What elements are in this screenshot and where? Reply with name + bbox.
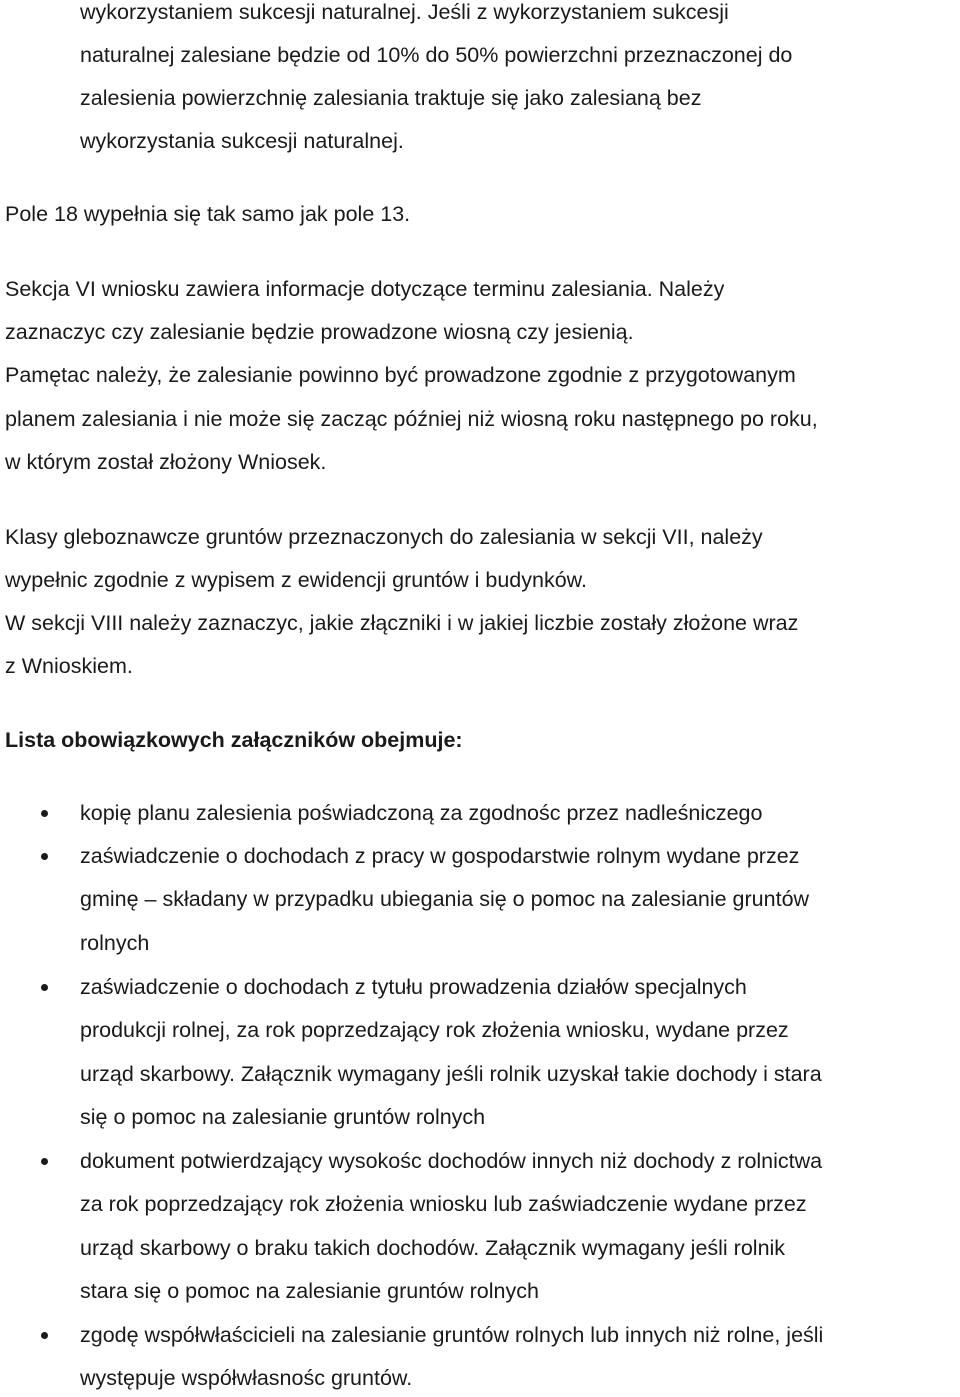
attachment-item-3-line-2: produkcji rolnej, za rok poprzedzający rok złożenia wniosku, wydane przez — [80, 1018, 789, 1042]
attachment-item-4-line-1: dokument potwierdzający wysokośc dochodów innych niż dochody z rolnictwa — [80, 1149, 823, 1173]
attachment-item-1-line-1: kopię planu zalesienia poświadczoną za zgodnośc przez nadleśniczego — [80, 801, 763, 825]
bullet-icon — [41, 810, 48, 817]
sekcja7-line-2: wypełnic zgodnie z wypisem z ewidencji gruntów i budynków. — [5, 568, 587, 592]
pole18-text: Pole 18 wypełnia się tak samo jak pole 13. — [5, 202, 411, 226]
sekcja6-line-2: zaznaczyc czy zalesianie będzie prowadzone wiosną czy jesienią. — [5, 320, 634, 344]
sekcja6-line-4: planem zalesiania i nie może się zacząc później niż wiosną roku następnego po roku, — [5, 407, 818, 431]
attachment-item-4-line-4: stara się o pomoc na zalesianie gruntów rolnych — [80, 1279, 539, 1303]
attachment-item-2-line-3: rolnych — [80, 931, 150, 955]
intro-line-4: wykorzystania sukcesji naturalnej. — [80, 129, 404, 153]
sekcja7-line-1: Klasy gleboznawcze gruntów przeznaczonych do zalesiania w sekcji VII, należy — [5, 525, 763, 549]
attachment-item-4-line-3: urząd skarbowy o braku takich dochodów. Załącznik wymagany jeśli rolnik — [80, 1236, 786, 1260]
bullet-icon — [41, 984, 48, 991]
attachment-item-2-line-2: gminę – składany w przypadku ubiegania się o pomoc na zalesianie gruntów — [80, 887, 810, 911]
intro-line-3: zalesienia powierzchnię zalesiania traktuje się jako zalesianą bez — [80, 86, 702, 110]
sekcja8-line-1: W sekcji VIII należy zaznaczyc, jakie złączniki i w jakiej liczbie zostały złożone wraz — [5, 611, 799, 635]
sekcja6-line-1: Sekcja VI wniosku zawiera informacje dotyczące terminu zalesiania. Należy — [5, 277, 725, 301]
attachment-item-4-line-2: za rok poprzedzający rok złożenia wniosku lub zaświadczenie wydane przez — [80, 1192, 807, 1216]
sekcja6-line-5: w którym został złożony Wniosek. — [5, 450, 327, 474]
bullet-icon — [41, 1158, 48, 1165]
attachment-item-3-line-1: zaświadczenie o dochodach z tytułu prowadzenia działów specjalnych — [80, 975, 747, 999]
sekcja6-line-3: Pamętac należy, że zalesianie powinno być prowadzone zgodnie z przygotowanym — [5, 363, 796, 387]
bullet-icon — [41, 1332, 48, 1339]
attachment-item-5-line-1: zgodę współwłaścicieli na zalesianie gruntów rolnych lub innych niż rolne, jeśli — [80, 1323, 824, 1347]
intro-line-1: wykorzystaniem sukcesji naturalnej. Jeśli z wykorzystaniem sukcesji — [80, 0, 729, 24]
bullet-icon — [41, 853, 48, 860]
attachment-item-5-line-2: występuje współwłasnośc gruntów. — [80, 1366, 413, 1390]
intro-line-2: naturalnej zalesiane będzie od 10% do 50% powierzchni przeznaczonej do — [80, 43, 793, 67]
attachment-item-3-line-4: się o pomoc na zalesianie gruntów rolnych — [80, 1105, 486, 1129]
attachments-heading: Lista obowiązkowych załączników obejmuje: — [5, 728, 463, 752]
attachment-item-3-line-3: urząd skarbowy. Załącznik wymagany jeśli rolnik uzyskał takie dochody i stara — [80, 1062, 822, 1086]
sekcja8-line-2: z Wnioskiem. — [5, 654, 133, 678]
attachment-item-2-line-1: zaświadczenie o dochodach z pracy w gospodarstwie rolnym wydane przez — [80, 844, 800, 868]
